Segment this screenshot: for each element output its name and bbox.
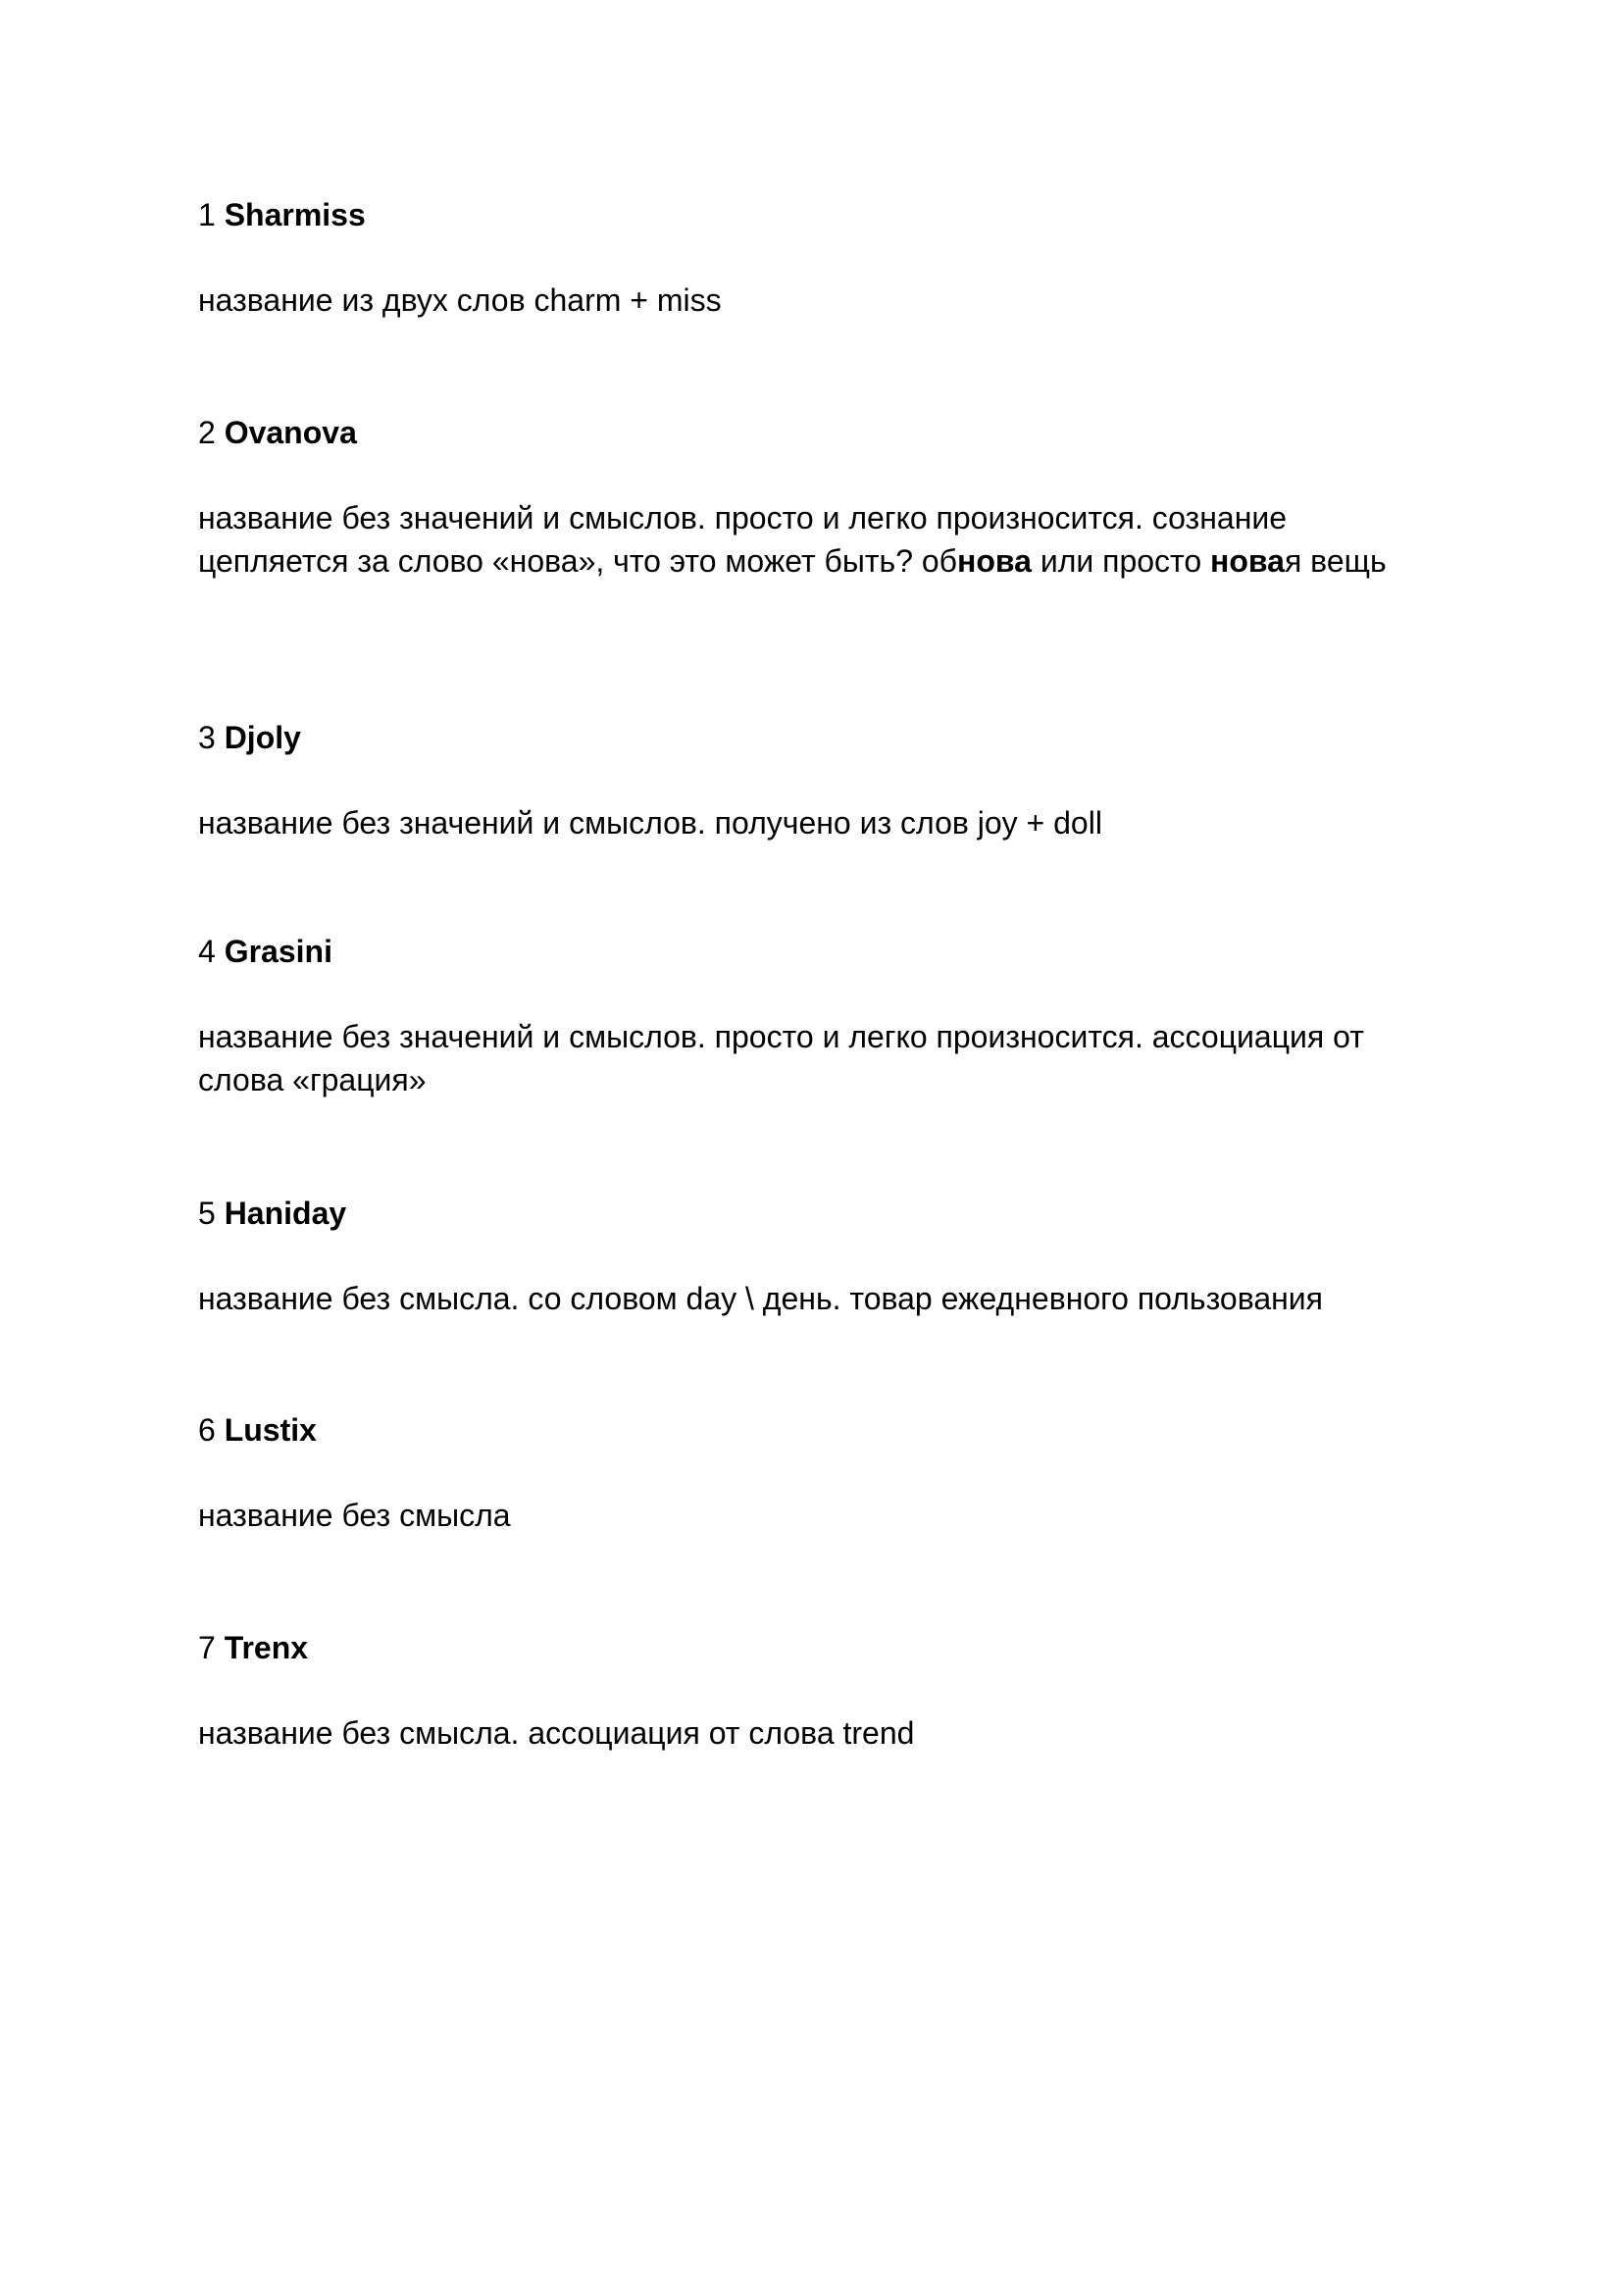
item-heading-1 [198, 193, 1434, 236]
item-heading-2 [198, 411, 1434, 454]
item-name: Trenx [224, 1630, 309, 1665]
item-description-2 [198, 496, 1424, 583]
item-description-3: название без значений и смыслов. получено из слов joy + doll [198, 805, 1102, 841]
description-text: название без значений и смыслов. просто и легко произносится. сознание цепляется за слово «нова», что это может быть? об [198, 500, 1288, 579]
item-heading-7 [198, 1626, 1434, 1669]
item-description-4: название без значений и смыслов. просто и легко произносится. ассоциация от слова «грация» [198, 1019, 1364, 1097]
item-heading-6 [198, 1408, 1434, 1452]
item-name: Ovanova [224, 415, 357, 450]
item-number: 5 [198, 1196, 216, 1231]
item-number: 3 [198, 720, 216, 755]
description-text: или просто [1031, 543, 1211, 579]
item-description-7: название без смысла. ассоциация от слова trend [198, 1715, 915, 1751]
item-heading-4 [198, 930, 1434, 973]
item-heading-5 [198, 1192, 1434, 1235]
item-name: Lustix [224, 1412, 317, 1448]
description-bold-text: нова [1210, 543, 1285, 579]
description-bold-text: нова [957, 543, 1032, 579]
item-number: 4 [198, 934, 216, 969]
item-description-1: название из двух слов charm + miss [198, 282, 722, 318]
item-number: 2 [198, 415, 216, 450]
item-name: Grasini [224, 934, 332, 969]
item-number: 7 [198, 1630, 216, 1665]
item-number: 1 [198, 197, 216, 232]
item-heading-3 [198, 716, 1434, 759]
item-name: Haniday [224, 1196, 347, 1231]
item-description-5: название без смысла. со словом day \ день. товар ежедневного пользования [198, 1281, 1323, 1316]
item-name: Sharmiss [224, 197, 366, 232]
item-name: Djoly [224, 720, 301, 755]
item-description-6: название без смысла [198, 1498, 511, 1533]
item-number: 6 [198, 1412, 216, 1448]
description-text: я вещь [1284, 543, 1387, 579]
